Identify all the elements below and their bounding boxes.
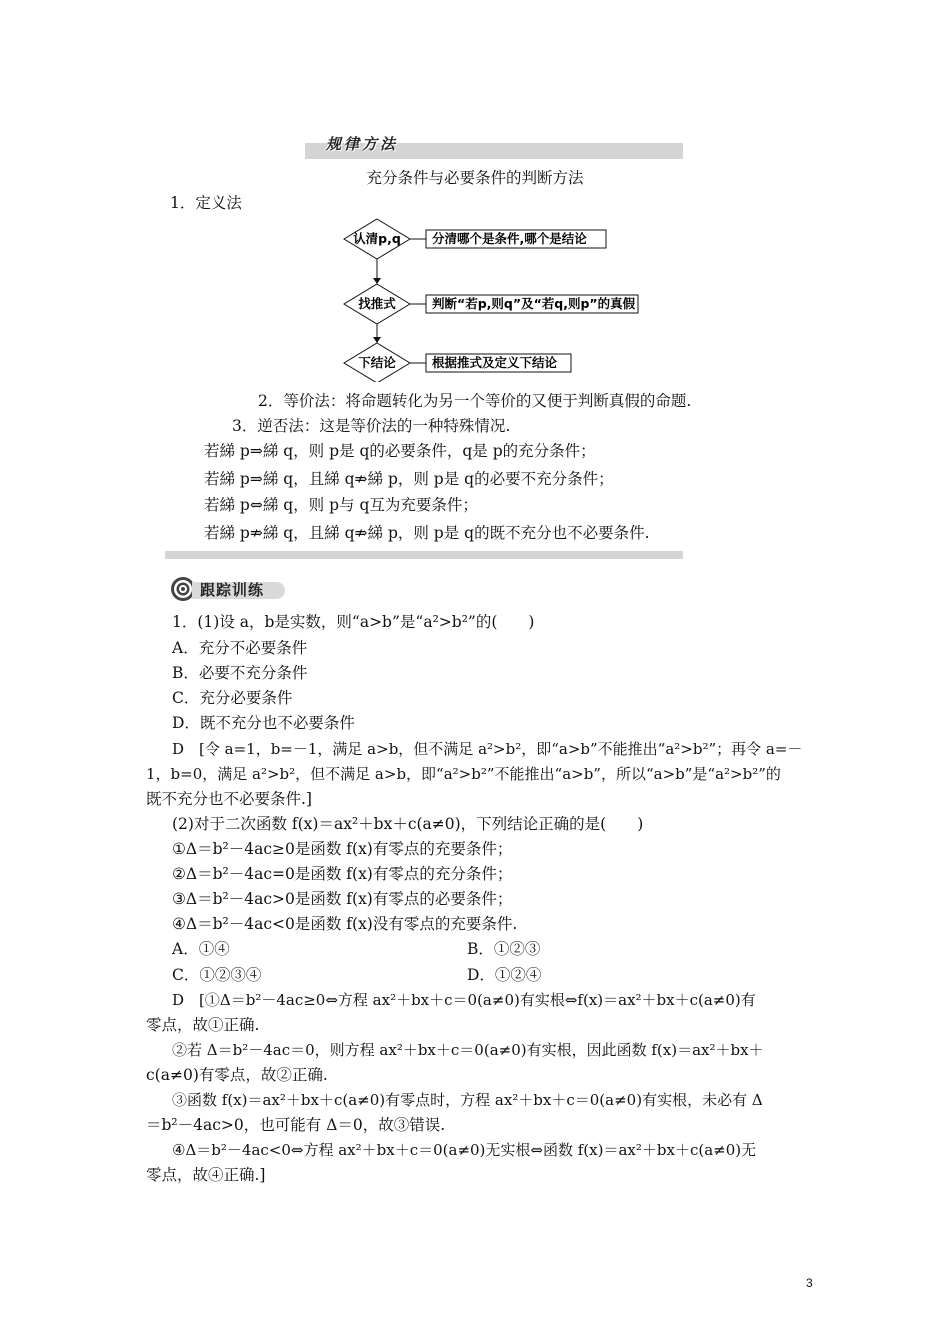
method-1-heading: 1．定义法 (170, 194, 242, 212)
section-divider (165, 551, 683, 559)
training-banner-label: 跟踪训练 (200, 581, 265, 599)
flow-step-2-desc: 判断“若p,则q”及“若q,则p”的真假 (432, 296, 636, 311)
flow-step-2: 找推式 (358, 296, 396, 311)
q2-answer-line-8: 零点，故④正确.] (146, 1166, 266, 1184)
q2-answer-line-1: D [①Δ＝b²－4ac≥0⇔方程 ax²＋bx＋c＝0(a≠0)有实根⇔f(x)＝ax²＋bx＋c(a≠0)有 (172, 991, 756, 1009)
rule-line-3: 若綈 p⇔綈 q，则 p与 q互为充要条件； (204, 496, 478, 514)
q2-answer-line-5: ③函数 f(x)＝ax²＋bx＋c(a≠0)有零点时，方程 ax²＋bx＋c＝0(a≠0)有实根，未必有 Δ (172, 1091, 763, 1109)
q2-answer-line-4: c(a≠0)有零点，故②正确. (146, 1066, 328, 1084)
method-3: 3．逆否法：这是等价法的一种特殊情况. (232, 417, 511, 435)
q1-stem: 1．(1)设 a，b是实数，则“a>b”是“a²>b²”的( ) (172, 613, 535, 631)
flow-step-3-desc: 根据推式及定义下结论 (432, 355, 558, 370)
definition-flowchart (330, 212, 650, 382)
q2-option-c: C．①②③④ (172, 966, 262, 984)
q2-option-b: B．①②③ (467, 940, 541, 958)
q1-option-a: A．充分不必要条件 (172, 639, 308, 657)
q2-statement-4: ④Δ＝b²－4ac<0是函数 f(x)没有零点的充要条件. (172, 915, 518, 933)
q2-answer-line-6: ＝b²－4ac>0，也可能有 Δ＝0，故③错误. (146, 1116, 446, 1134)
q1-answer-line-3: 既不充分也不必要条件.] (146, 790, 312, 808)
flow-step-1-desc: 分清哪个是条件,哪个是结论 (432, 231, 587, 246)
q1-answer-line-1: D [令 a=1，b=－1，满足 a>b，但不满足 a²>b²，即“a>b”不能推出“a²>b²”；再令 a=－ (172, 740, 803, 758)
flow-arrow-2 (373, 337, 381, 343)
rule-line-2: 若綈 p⇒綈 q，且綈 q⇏綈 p，则 p是 q的必要不充分条件； (204, 470, 614, 488)
q1-option-d: D．既不充分也不必要条件 (172, 714, 355, 732)
q2-statement-2: ②Δ＝b²－4ac=0是函数 f(x)有零点的充分条件； (172, 865, 513, 883)
q2-option-a: A．①④ (172, 940, 230, 958)
rule-line-1: 若綈 p⇒綈 q，则 p是 q的必要条件，q是 p的充分条件； (204, 442, 596, 460)
q2-answer-line-2: 零点，故①正确. (146, 1016, 260, 1034)
q2-statement-3: ③Δ＝b²－4ac>0是函数 f(x)有零点的必要条件； (172, 890, 513, 908)
q1-option-b: B．必要不充分条件 (172, 664, 308, 682)
section-title: 充分条件与必要条件的判断方法 (366, 169, 584, 187)
q2-answer-line-3: ②若 Δ＝b²－4ac＝0，则方程 ax²＋bx＋c＝0(a≠0)有实根，因此函数 f(x)＝ax²＋bx＋ (172, 1041, 764, 1059)
q2-answer-line-7: ④Δ＝b²－4ac<0⇔方程 ax²＋bx＋c＝0(a≠0)无实根⇔函数 f(x)＝ax²＋bx＋c(a≠0)无 (172, 1141, 757, 1159)
method-2: 2．等价法：将命题转化为另一个等价的又便于判断真假的命题. (258, 392, 692, 410)
q1-answer-line-2: 1，b=0，满足 a²>b²，但不满足 a>b，即“a²>b²”不能推出“a>b”，所以“a>b”是“a²>b²”的 (146, 765, 781, 783)
q2-stem: (2)对于二次函数 f(x)＝ax²＋bx＋c(a≠0)，下列结论正确的是( ) (172, 815, 644, 833)
q2-statement-1: ①Δ＝b²－4ac≥0是函数 f(x)有零点的充要条件； (172, 840, 513, 858)
flow-step-1: 认清p,q (353, 231, 401, 246)
page-number: 3 (806, 1276, 813, 1290)
q2-option-d: D．①②④ (467, 966, 542, 984)
section-banner-label: 规律方法 (326, 135, 399, 153)
flow-arrow-1 (373, 278, 381, 284)
flow-step-3: 下结论 (358, 355, 396, 370)
q1-option-c: C．充分必要条件 (172, 689, 293, 707)
rule-line-4: 若綈 p⇏綈 q，且綈 q⇏綈 p，则 p是 q的既不充分也不必要条件. (204, 524, 650, 542)
